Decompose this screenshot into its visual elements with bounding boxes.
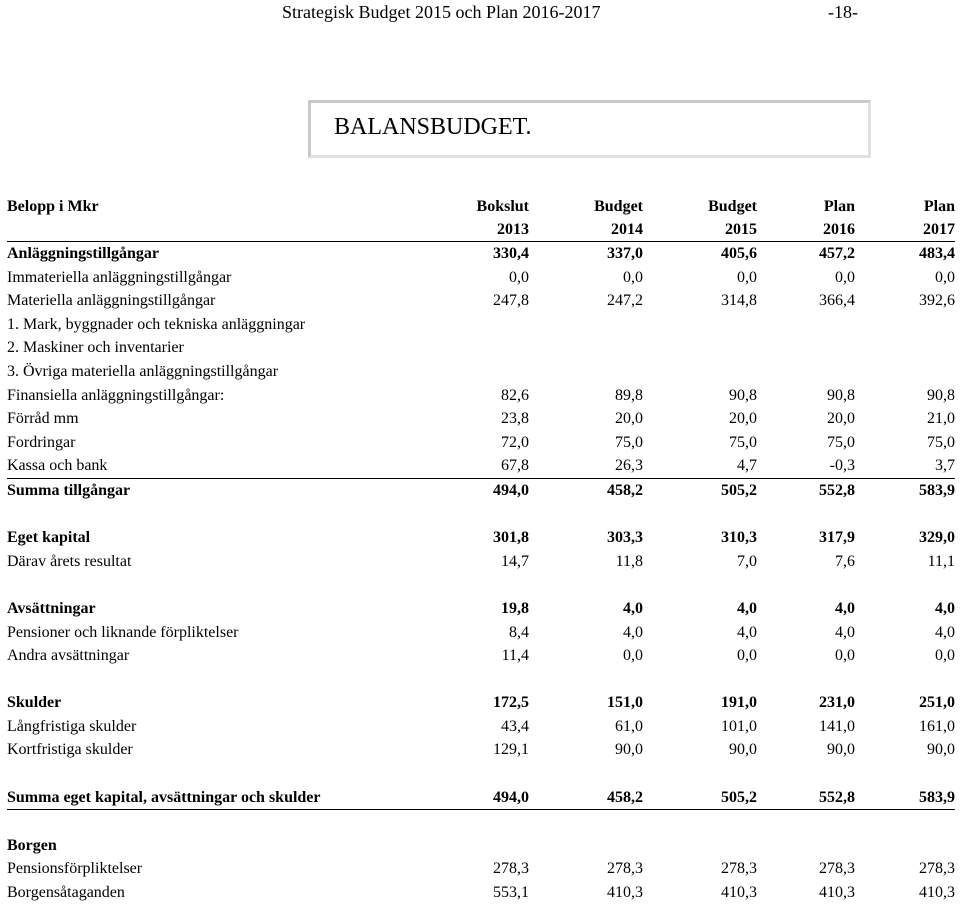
column-header: Bokslut bbox=[476, 198, 529, 215]
value-cell: 11,8 bbox=[615, 552, 643, 570]
year-header: 2014 bbox=[529, 218, 643, 242]
value-cell: 4,0 bbox=[935, 623, 955, 641]
empty-cell bbox=[855, 762, 955, 786]
value-cell: 4,0 bbox=[835, 623, 855, 641]
value-cell: 0,0 bbox=[935, 647, 955, 665]
value-cell: 0,0 bbox=[509, 268, 529, 286]
empty-cell bbox=[529, 503, 643, 527]
value-cell: 0,0 bbox=[623, 268, 643, 286]
value-cell: 583,9 bbox=[855, 786, 955, 810]
value-cell bbox=[643, 360, 757, 384]
empty-cell bbox=[447, 573, 529, 597]
value-cell: 72,0 bbox=[501, 433, 529, 451]
value-cell: 247,2 bbox=[607, 292, 643, 310]
value-cell bbox=[447, 834, 529, 858]
empty-cell bbox=[7, 668, 447, 692]
value-cell: 303,3 bbox=[607, 529, 643, 547]
value-cell: 90,8 bbox=[927, 386, 955, 404]
table-row bbox=[7, 834, 955, 858]
value-cell: 8,4 bbox=[509, 623, 529, 641]
value-cell: 75,0 bbox=[615, 433, 643, 451]
value-cell: 505,2 bbox=[643, 786, 757, 810]
empty-cell bbox=[855, 573, 955, 597]
value-cell: 11,1 bbox=[927, 552, 955, 570]
empty-cell bbox=[529, 668, 643, 692]
value-cell bbox=[643, 313, 757, 337]
value-cell: 14,7 bbox=[501, 552, 529, 570]
value-cell: 0,0 bbox=[835, 268, 855, 286]
value-cell bbox=[447, 360, 529, 384]
value-cell: -0,3 bbox=[757, 454, 855, 478]
year-header: 2013 bbox=[447, 218, 529, 242]
value-cell: 4,0 bbox=[935, 599, 955, 617]
empty-cell bbox=[643, 762, 757, 786]
value-cell: 317,9 bbox=[819, 529, 855, 547]
empty-cell bbox=[643, 503, 757, 527]
value-cell: 75,0 bbox=[827, 433, 855, 451]
value-cell bbox=[855, 834, 955, 858]
value-cell bbox=[643, 834, 757, 858]
value-cell: 4,0 bbox=[623, 599, 643, 617]
table-row bbox=[7, 478, 955, 502]
value-cell: 19,8 bbox=[501, 599, 529, 617]
value-cell bbox=[757, 313, 855, 337]
table-row bbox=[7, 597, 955, 621]
empty-cell bbox=[643, 810, 757, 834]
value-cell: 0,0 bbox=[737, 647, 757, 665]
value-cell: 552,8 bbox=[757, 786, 855, 810]
value-cell: 410,3 bbox=[919, 884, 955, 902]
empty-cell bbox=[7, 218, 447, 242]
empty-cell bbox=[643, 573, 757, 597]
value-cell: 337,0 bbox=[607, 245, 643, 262]
value-cell: 494,0 bbox=[493, 481, 529, 499]
value-cell: 90,8 bbox=[827, 386, 855, 404]
value-cell: 410,3 bbox=[819, 884, 855, 902]
value-cell: 494,0 bbox=[447, 786, 529, 810]
year-header: 2016 bbox=[757, 218, 855, 242]
table-header-year-row bbox=[7, 218, 955, 242]
value-cell: 90,0 bbox=[615, 741, 643, 759]
table-row bbox=[7, 881, 955, 905]
value-cell: 410,3 bbox=[721, 884, 757, 902]
value-cell: 310,3 bbox=[721, 529, 757, 547]
row-label: Skulder bbox=[7, 694, 62, 712]
value-cell bbox=[855, 336, 955, 360]
empty-cell bbox=[529, 762, 643, 786]
row-label: Långfristiga skulder bbox=[7, 717, 137, 735]
spacer-row bbox=[7, 668, 955, 692]
label-column-header: Belopp i Mkr bbox=[7, 198, 99, 215]
row-label: 2. Maskiner och inventarier bbox=[7, 339, 184, 357]
spacer-row bbox=[7, 762, 955, 786]
spacer-row bbox=[7, 810, 955, 834]
table-row bbox=[7, 407, 955, 431]
value-cell: 4,0 bbox=[737, 623, 757, 641]
row-label: Pensioner och liknande förpliktelser bbox=[7, 623, 239, 641]
row-label: Förråd mm bbox=[7, 410, 79, 428]
row-label: Andra avsättningar bbox=[7, 647, 130, 665]
row-label: Pensionsförpliktelser bbox=[7, 860, 143, 878]
value-cell: 20,0 bbox=[827, 410, 855, 428]
value-cell: 583,9 bbox=[919, 481, 955, 499]
row-label: 3. Övriga materiella anläggningstillgångar bbox=[7, 362, 279, 380]
value-cell: 505,2 bbox=[721, 481, 757, 499]
value-cell: 301,8 bbox=[493, 529, 529, 547]
row-label: Avsättningar bbox=[7, 599, 96, 617]
value-cell bbox=[757, 336, 855, 360]
empty-cell bbox=[529, 573, 643, 597]
row-label: Summa eget kapital, avsättningar och skulder bbox=[7, 786, 447, 810]
value-cell: 75,0 bbox=[927, 433, 955, 451]
value-cell: 410,3 bbox=[607, 884, 643, 902]
column-header: Plan bbox=[823, 198, 855, 215]
table-row bbox=[7, 242, 955, 266]
row-label: Borgensåtaganden bbox=[7, 884, 125, 902]
table-row bbox=[7, 313, 955, 337]
table-row bbox=[7, 526, 955, 550]
empty-cell bbox=[643, 668, 757, 692]
row-label: Därav årets resultat bbox=[7, 552, 132, 570]
table-row bbox=[7, 857, 955, 881]
value-cell: 21,0 bbox=[927, 410, 955, 428]
row-label: Summa tillgångar bbox=[7, 481, 131, 499]
table-row bbox=[7, 384, 955, 408]
value-cell: 43,4 bbox=[501, 717, 529, 735]
value-cell bbox=[529, 336, 643, 360]
value-cell: 82,6 bbox=[501, 386, 529, 404]
value-cell: 90,0 bbox=[927, 741, 955, 759]
value-cell bbox=[757, 360, 855, 384]
value-cell: 483,4 bbox=[919, 245, 955, 262]
value-cell: 457,2 bbox=[819, 245, 855, 262]
value-cell: 20,0 bbox=[729, 410, 757, 428]
table-row bbox=[7, 454, 955, 478]
value-cell: 75,0 bbox=[729, 433, 757, 451]
empty-cell bbox=[855, 668, 955, 692]
empty-cell bbox=[855, 503, 955, 527]
column-header: Budget bbox=[594, 198, 643, 215]
empty-cell bbox=[447, 668, 529, 692]
value-cell: 191,0 bbox=[721, 694, 757, 712]
value-cell: 231,0 bbox=[819, 694, 855, 712]
value-cell: 0,0 bbox=[737, 268, 757, 286]
value-cell bbox=[757, 834, 855, 858]
empty-cell bbox=[447, 762, 529, 786]
value-cell bbox=[643, 336, 757, 360]
value-cell: 392,6 bbox=[919, 292, 955, 310]
value-cell: 553,1 bbox=[493, 884, 529, 902]
value-cell: 552,8 bbox=[819, 481, 855, 499]
value-cell: 247,8 bbox=[493, 292, 529, 310]
value-cell: 23,8 bbox=[501, 410, 529, 428]
table-row bbox=[7, 691, 955, 715]
value-cell: 278,3 bbox=[919, 860, 955, 878]
value-cell: 89,8 bbox=[615, 386, 643, 404]
table-row bbox=[7, 360, 955, 384]
row-label: 1. Mark, byggnader och tekniska anläggningar bbox=[7, 315, 306, 333]
empty-cell bbox=[529, 810, 643, 834]
row-label: Materiella anläggningstillgångar bbox=[7, 292, 216, 310]
year-header: 2015 bbox=[643, 218, 757, 242]
empty-cell bbox=[447, 503, 529, 527]
table-row bbox=[7, 644, 955, 668]
row-label: Fordringar bbox=[7, 433, 76, 451]
table-row bbox=[7, 550, 955, 574]
value-cell: 405,6 bbox=[721, 245, 757, 262]
row-label: Anläggningstillgångar bbox=[7, 245, 160, 262]
value-cell: 278,3 bbox=[721, 860, 757, 878]
value-cell: 4,0 bbox=[623, 623, 643, 641]
empty-cell bbox=[855, 810, 955, 834]
row-label: Finansiella anläggningstillgångar: bbox=[7, 386, 225, 404]
empty-cell bbox=[7, 810, 447, 834]
value-cell: 90,0 bbox=[827, 741, 855, 759]
spacer-row bbox=[7, 503, 955, 527]
value-cell bbox=[855, 313, 955, 337]
value-cell: 0,0 bbox=[835, 647, 855, 665]
value-cell: 101,0 bbox=[721, 717, 757, 735]
value-cell: 4,0 bbox=[835, 599, 855, 617]
row-label: Eget kapital bbox=[7, 529, 91, 547]
value-cell bbox=[529, 313, 643, 337]
empty-cell bbox=[757, 668, 855, 692]
value-cell bbox=[447, 336, 529, 360]
value-cell: 20,0 bbox=[615, 410, 643, 428]
page-number: -18- bbox=[828, 2, 858, 22]
row-label: Kassa och bank bbox=[7, 454, 447, 478]
table-row bbox=[7, 738, 955, 762]
value-cell: 278,3 bbox=[819, 860, 855, 878]
balance-table bbox=[7, 195, 955, 905]
value-cell: 7,0 bbox=[737, 552, 757, 570]
value-cell: 67,8 bbox=[447, 454, 529, 478]
value-cell: 7,6 bbox=[835, 552, 855, 570]
value-cell: 161,0 bbox=[919, 717, 955, 735]
value-cell: 129,1 bbox=[493, 741, 529, 759]
value-cell bbox=[529, 360, 643, 384]
page-title: BALANSBUDGET. bbox=[334, 114, 532, 140]
value-cell bbox=[855, 360, 955, 384]
document-header: Strategisk Budget 2015 och Plan 2016-2017 bbox=[282, 2, 601, 22]
table-header-row bbox=[7, 195, 955, 218]
value-cell: 329,0 bbox=[919, 529, 955, 547]
table-row bbox=[7, 786, 955, 810]
value-cell: 278,3 bbox=[493, 860, 529, 878]
table-row bbox=[7, 336, 955, 360]
value-cell: 314,8 bbox=[721, 292, 757, 310]
row-label: Kortfristiga skulder bbox=[7, 741, 133, 759]
value-cell: 172,5 bbox=[493, 694, 529, 712]
empty-cell bbox=[757, 503, 855, 527]
value-cell: 26,3 bbox=[529, 454, 643, 478]
empty-cell bbox=[7, 762, 447, 786]
empty-cell bbox=[757, 810, 855, 834]
value-cell: 4,7 bbox=[643, 454, 757, 478]
table-row bbox=[7, 621, 955, 645]
value-cell: 458,2 bbox=[529, 786, 643, 810]
value-cell: 90,8 bbox=[729, 386, 757, 404]
value-cell: 0,0 bbox=[623, 647, 643, 665]
table-row bbox=[7, 289, 955, 313]
value-cell: 3,7 bbox=[855, 454, 955, 478]
empty-cell bbox=[757, 573, 855, 597]
spacer-row bbox=[7, 573, 955, 597]
value-cell: 11,4 bbox=[501, 647, 529, 665]
column-header: Budget bbox=[708, 198, 757, 215]
value-cell: 90,0 bbox=[729, 741, 757, 759]
value-cell: 330,4 bbox=[493, 245, 529, 262]
empty-cell bbox=[7, 573, 447, 597]
row-label: Borgen bbox=[7, 836, 57, 854]
value-cell: 0,0 bbox=[935, 268, 955, 286]
value-cell: 61,0 bbox=[615, 717, 643, 735]
value-cell: 251,0 bbox=[919, 694, 955, 712]
value-cell bbox=[529, 834, 643, 858]
column-header: Plan bbox=[923, 198, 955, 215]
value-cell: 458,2 bbox=[607, 481, 643, 499]
value-cell: 366,4 bbox=[819, 292, 855, 310]
value-cell: 278,3 bbox=[607, 860, 643, 878]
table-row bbox=[7, 715, 955, 739]
value-cell: 151,0 bbox=[607, 694, 643, 712]
empty-cell bbox=[7, 503, 447, 527]
value-cell bbox=[447, 313, 529, 337]
empty-cell bbox=[447, 810, 529, 834]
table-row bbox=[7, 266, 955, 290]
year-header: 2017 bbox=[855, 218, 955, 242]
empty-cell bbox=[757, 762, 855, 786]
value-cell: 4,0 bbox=[737, 599, 757, 617]
row-label: Immateriella anläggningstillgångar bbox=[7, 268, 232, 286]
value-cell: 141,0 bbox=[819, 717, 855, 735]
table-row bbox=[7, 431, 955, 455]
